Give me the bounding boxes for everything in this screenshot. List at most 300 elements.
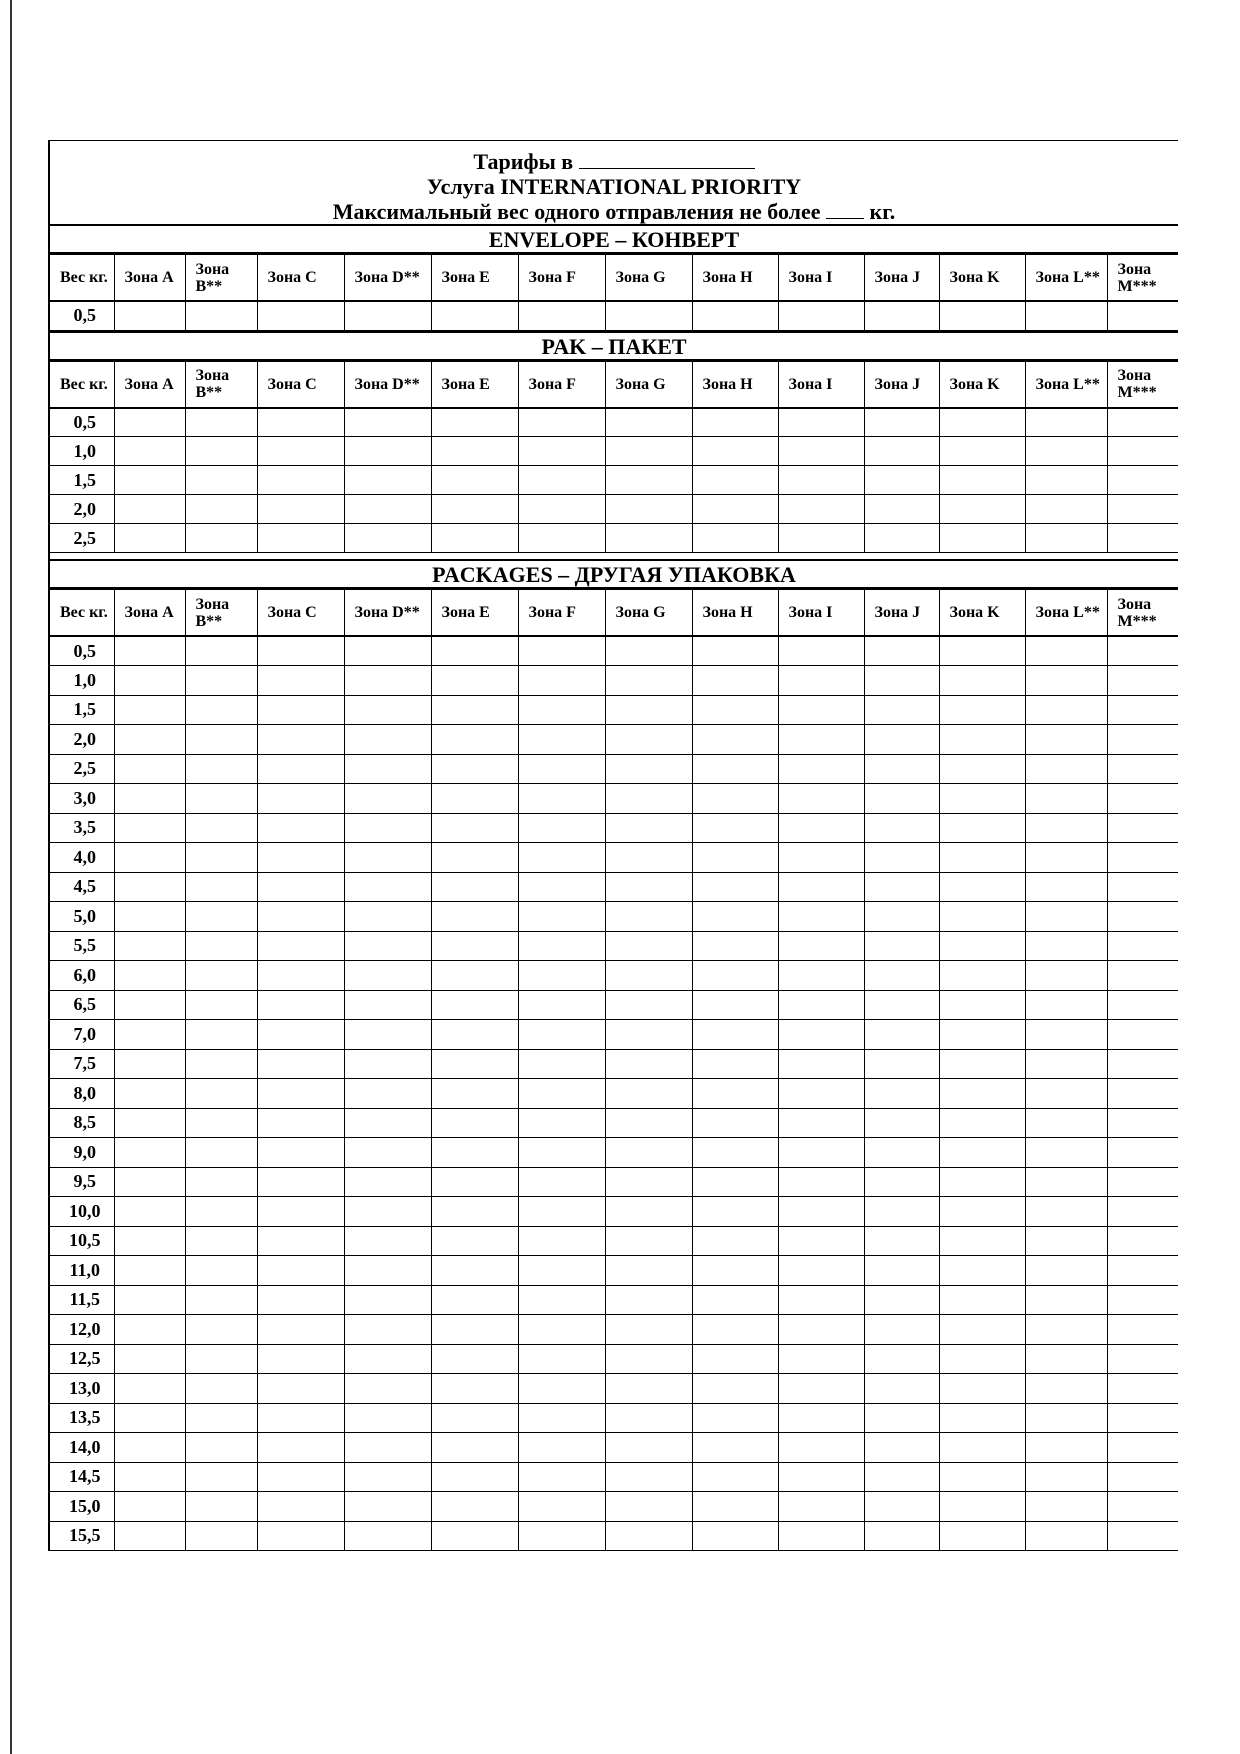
- rate-cell[interactable]: [692, 466, 778, 495]
- rate-cell[interactable]: [431, 1197, 518, 1227]
- rate-cell[interactable]: [939, 1433, 1025, 1463]
- rate-cell[interactable]: [257, 1285, 344, 1315]
- rate-cell[interactable]: [1107, 813, 1178, 843]
- rate-cell[interactable]: [114, 902, 185, 932]
- rate-cell[interactable]: [185, 1521, 257, 1551]
- rate-cell[interactable]: [778, 1492, 864, 1522]
- rate-cell[interactable]: [344, 1374, 431, 1404]
- rate-cell[interactable]: [864, 725, 939, 755]
- rate-cell[interactable]: [518, 437, 605, 466]
- rate-cell[interactable]: [939, 1315, 1025, 1345]
- rate-cell[interactable]: [778, 1344, 864, 1374]
- rate-cell[interactable]: [1025, 1315, 1107, 1345]
- rate-cell[interactable]: [185, 725, 257, 755]
- rate-cell[interactable]: [605, 1138, 692, 1168]
- rate-cell[interactable]: [778, 495, 864, 524]
- rate-cell[interactable]: [114, 1433, 185, 1463]
- rate-cell[interactable]: [114, 990, 185, 1020]
- rate-cell[interactable]: [344, 1403, 431, 1433]
- rate-cell[interactable]: [431, 1285, 518, 1315]
- rate-cell[interactable]: [1025, 437, 1107, 466]
- rate-cell[interactable]: [257, 695, 344, 725]
- rate-cell[interactable]: [257, 725, 344, 755]
- rate-cell[interactable]: [778, 695, 864, 725]
- rate-cell[interactable]: [1107, 843, 1178, 873]
- rate-cell[interactable]: [864, 1492, 939, 1522]
- rate-cell[interactable]: [185, 961, 257, 991]
- rate-cell[interactable]: [431, 1521, 518, 1551]
- rate-cell[interactable]: [518, 754, 605, 784]
- rate-cell[interactable]: [518, 466, 605, 495]
- rate-cell[interactable]: [431, 1433, 518, 1463]
- rate-cell[interactable]: [344, 495, 431, 524]
- rate-cell[interactable]: [605, 1374, 692, 1404]
- rate-cell[interactable]: [939, 872, 1025, 902]
- rate-cell[interactable]: [778, 1226, 864, 1256]
- rate-cell[interactable]: [518, 1462, 605, 1492]
- rate-cell[interactable]: [1107, 1108, 1178, 1138]
- rate-cell[interactable]: [605, 784, 692, 814]
- rate-cell[interactable]: [778, 1285, 864, 1315]
- rate-cell[interactable]: [114, 813, 185, 843]
- rate-cell[interactable]: [518, 1403, 605, 1433]
- rate-cell[interactable]: [185, 872, 257, 902]
- rate-cell[interactable]: [431, 1374, 518, 1404]
- rate-cell[interactable]: [114, 843, 185, 873]
- rate-cell[interactable]: [939, 813, 1025, 843]
- rate-cell[interactable]: [344, 1344, 431, 1374]
- rate-cell[interactable]: [257, 990, 344, 1020]
- rate-cell[interactable]: [257, 813, 344, 843]
- rate-cell[interactable]: [1025, 301, 1107, 330]
- rate-cell[interactable]: [257, 1256, 344, 1286]
- rate-cell[interactable]: [864, 990, 939, 1020]
- rate-cell[interactable]: [257, 1108, 344, 1138]
- rate-cell[interactable]: [518, 1138, 605, 1168]
- rate-cell[interactable]: [605, 1492, 692, 1522]
- rate-cell[interactable]: [778, 1020, 864, 1050]
- rate-cell[interactable]: [1107, 1138, 1178, 1168]
- rate-cell[interactable]: [518, 636, 605, 666]
- rate-cell[interactable]: [692, 524, 778, 553]
- rate-cell[interactable]: [257, 1374, 344, 1404]
- rate-cell[interactable]: [692, 1020, 778, 1050]
- rate-cell[interactable]: [864, 408, 939, 437]
- rate-cell[interactable]: [1025, 725, 1107, 755]
- rate-cell[interactable]: [114, 466, 185, 495]
- rate-cell[interactable]: [605, 1020, 692, 1050]
- rate-cell[interactable]: [518, 666, 605, 696]
- rate-cell[interactable]: [185, 1315, 257, 1345]
- rate-cell[interactable]: [185, 1462, 257, 1492]
- rate-cell[interactable]: [431, 1167, 518, 1197]
- rate-cell[interactable]: [185, 495, 257, 524]
- rate-cell[interactable]: [864, 1521, 939, 1551]
- rate-cell[interactable]: [518, 1226, 605, 1256]
- rate-cell[interactable]: [185, 1344, 257, 1374]
- rate-cell[interactable]: [344, 725, 431, 755]
- rate-cell[interactable]: [605, 1403, 692, 1433]
- rate-cell[interactable]: [778, 1197, 864, 1227]
- rate-cell[interactable]: [864, 872, 939, 902]
- rate-cell[interactable]: [605, 1079, 692, 1109]
- rate-cell[interactable]: [864, 1197, 939, 1227]
- rate-cell[interactable]: [431, 754, 518, 784]
- rate-cell[interactable]: [864, 437, 939, 466]
- rate-cell[interactable]: [185, 843, 257, 873]
- rate-cell[interactable]: [518, 1167, 605, 1197]
- rate-cell[interactable]: [1025, 872, 1107, 902]
- rate-cell[interactable]: [939, 1020, 1025, 1050]
- rate-cell[interactable]: [778, 437, 864, 466]
- rate-cell[interactable]: [1107, 1285, 1178, 1315]
- rate-cell[interactable]: [1025, 754, 1107, 784]
- rate-cell[interactable]: [431, 813, 518, 843]
- rate-cell[interactable]: [1107, 1521, 1178, 1551]
- rate-cell[interactable]: [344, 1521, 431, 1551]
- rate-cell[interactable]: [114, 1167, 185, 1197]
- rate-cell[interactable]: [431, 437, 518, 466]
- rate-cell[interactable]: [431, 1226, 518, 1256]
- rate-cell[interactable]: [518, 1374, 605, 1404]
- rate-cell[interactable]: [778, 931, 864, 961]
- rate-cell[interactable]: [939, 1197, 1025, 1227]
- rate-cell[interactable]: [431, 695, 518, 725]
- rate-cell[interactable]: [257, 666, 344, 696]
- rate-cell[interactable]: [518, 1049, 605, 1079]
- rate-cell[interactable]: [692, 902, 778, 932]
- rate-cell[interactable]: [1107, 666, 1178, 696]
- rate-cell[interactable]: [1107, 437, 1178, 466]
- rate-cell[interactable]: [344, 466, 431, 495]
- rate-cell[interactable]: [114, 1256, 185, 1286]
- rate-cell[interactable]: [939, 1138, 1025, 1168]
- rate-cell[interactable]: [939, 495, 1025, 524]
- rate-cell[interactable]: [605, 1285, 692, 1315]
- rate-cell[interactable]: [185, 666, 257, 696]
- rate-cell[interactable]: [344, 990, 431, 1020]
- rate-cell[interactable]: [344, 301, 431, 330]
- rate-cell[interactable]: [518, 1256, 605, 1286]
- rate-cell[interactable]: [939, 902, 1025, 932]
- rate-cell[interactable]: [692, 931, 778, 961]
- rate-cell[interactable]: [864, 1049, 939, 1079]
- rate-cell[interactable]: [1107, 1079, 1178, 1109]
- rate-cell[interactable]: [939, 1492, 1025, 1522]
- rate-cell[interactable]: [939, 695, 1025, 725]
- rate-cell[interactable]: [518, 961, 605, 991]
- rate-cell[interactable]: [1025, 1079, 1107, 1109]
- rate-cell[interactable]: [864, 961, 939, 991]
- rate-cell[interactable]: [605, 495, 692, 524]
- rate-cell[interactable]: [257, 754, 344, 784]
- rate-cell[interactable]: [1025, 1403, 1107, 1433]
- rate-cell[interactable]: [344, 1079, 431, 1109]
- rate-cell[interactable]: [1107, 902, 1178, 932]
- rate-cell[interactable]: [185, 1079, 257, 1109]
- rate-cell[interactable]: [344, 1020, 431, 1050]
- rate-cell[interactable]: [864, 1433, 939, 1463]
- rate-cell[interactable]: [605, 1226, 692, 1256]
- rate-cell[interactable]: [257, 524, 344, 553]
- rate-cell[interactable]: [257, 1197, 344, 1227]
- rate-cell[interactable]: [518, 1020, 605, 1050]
- rate-cell[interactable]: [257, 902, 344, 932]
- rate-cell[interactable]: [1025, 666, 1107, 696]
- rate-cell[interactable]: [605, 872, 692, 902]
- rate-cell[interactable]: [344, 437, 431, 466]
- rate-cell[interactable]: [778, 301, 864, 330]
- rate-cell[interactable]: [939, 1462, 1025, 1492]
- rate-cell[interactable]: [939, 990, 1025, 1020]
- rate-cell[interactable]: [114, 1374, 185, 1404]
- rate-cell[interactable]: [518, 495, 605, 524]
- rate-cell[interactable]: [778, 1403, 864, 1433]
- rate-cell[interactable]: [518, 1492, 605, 1522]
- rate-cell[interactable]: [185, 784, 257, 814]
- rate-cell[interactable]: [692, 813, 778, 843]
- rate-cell[interactable]: [257, 1462, 344, 1492]
- rate-cell[interactable]: [518, 931, 605, 961]
- rate-cell[interactable]: [114, 666, 185, 696]
- rate-cell[interactable]: [939, 754, 1025, 784]
- rate-cell[interactable]: [1025, 1344, 1107, 1374]
- rate-cell[interactable]: [864, 1403, 939, 1433]
- rate-cell[interactable]: [518, 301, 605, 330]
- rate-cell[interactable]: [1025, 1462, 1107, 1492]
- rate-cell[interactable]: [257, 301, 344, 330]
- rate-cell[interactable]: [864, 636, 939, 666]
- rate-cell[interactable]: [692, 1492, 778, 1522]
- rate-cell[interactable]: [778, 1433, 864, 1463]
- rate-cell[interactable]: [1025, 784, 1107, 814]
- rate-cell[interactable]: [939, 1403, 1025, 1433]
- rate-cell[interactable]: [114, 495, 185, 524]
- rate-cell[interactable]: [344, 1285, 431, 1315]
- rate-cell[interactable]: [114, 1197, 185, 1227]
- rate-cell[interactable]: [114, 1521, 185, 1551]
- rate-cell[interactable]: [692, 1049, 778, 1079]
- rate-cell[interactable]: [605, 902, 692, 932]
- rate-cell[interactable]: [344, 1197, 431, 1227]
- rate-cell[interactable]: [692, 695, 778, 725]
- rate-cell[interactable]: [778, 666, 864, 696]
- rate-cell[interactable]: [431, 524, 518, 553]
- rate-cell[interactable]: [692, 495, 778, 524]
- rate-cell[interactable]: [518, 1079, 605, 1109]
- rate-cell[interactable]: [605, 695, 692, 725]
- rate-cell[interactable]: [692, 1462, 778, 1492]
- rate-cell[interactable]: [939, 1167, 1025, 1197]
- rate-cell[interactable]: [1025, 1020, 1107, 1050]
- rate-cell[interactable]: [185, 408, 257, 437]
- rate-cell[interactable]: [431, 1492, 518, 1522]
- rate-cell[interactable]: [431, 1403, 518, 1433]
- rate-cell[interactable]: [114, 1226, 185, 1256]
- rate-cell[interactable]: [1107, 1433, 1178, 1463]
- rate-cell[interactable]: [1025, 466, 1107, 495]
- rate-cell[interactable]: [431, 1020, 518, 1050]
- rate-cell[interactable]: [864, 1285, 939, 1315]
- rate-cell[interactable]: [344, 636, 431, 666]
- rate-cell[interactable]: [864, 1374, 939, 1404]
- rate-cell[interactable]: [1107, 990, 1178, 1020]
- rate-cell[interactable]: [431, 1462, 518, 1492]
- rate-cell[interactable]: [1107, 754, 1178, 784]
- rate-cell[interactable]: [1025, 1256, 1107, 1286]
- rate-cell[interactable]: [114, 872, 185, 902]
- rate-cell[interactable]: [1107, 695, 1178, 725]
- rate-cell[interactable]: [692, 1344, 778, 1374]
- rate-cell[interactable]: [605, 725, 692, 755]
- rate-cell[interactable]: [185, 695, 257, 725]
- rate-cell[interactable]: [257, 1079, 344, 1109]
- rate-cell[interactable]: [692, 301, 778, 330]
- rate-cell[interactable]: [185, 466, 257, 495]
- rate-cell[interactable]: [431, 784, 518, 814]
- rate-cell[interactable]: [344, 872, 431, 902]
- rate-cell[interactable]: [257, 872, 344, 902]
- rate-cell[interactable]: [344, 961, 431, 991]
- rate-cell[interactable]: [257, 495, 344, 524]
- rate-cell[interactable]: [778, 1108, 864, 1138]
- rate-cell[interactable]: [605, 1433, 692, 1463]
- rate-cell[interactable]: [431, 1315, 518, 1345]
- rate-cell[interactable]: [1107, 1226, 1178, 1256]
- rate-cell[interactable]: [344, 843, 431, 873]
- rate-cell[interactable]: [605, 408, 692, 437]
- rate-cell[interactable]: [185, 1403, 257, 1433]
- rate-cell[interactable]: [1107, 1256, 1178, 1286]
- rate-cell[interactable]: [114, 931, 185, 961]
- rate-cell[interactable]: [939, 408, 1025, 437]
- rate-cell[interactable]: [518, 408, 605, 437]
- rate-cell[interactable]: [864, 1462, 939, 1492]
- rate-cell[interactable]: [185, 1020, 257, 1050]
- rate-cell[interactable]: [864, 1315, 939, 1345]
- rate-cell[interactable]: [939, 961, 1025, 991]
- rate-cell[interactable]: [344, 902, 431, 932]
- rate-cell[interactable]: [692, 1197, 778, 1227]
- rate-cell[interactable]: [518, 1521, 605, 1551]
- rate-cell[interactable]: [431, 990, 518, 1020]
- rate-cell[interactable]: [692, 1285, 778, 1315]
- rate-cell[interactable]: [114, 1079, 185, 1109]
- rate-cell[interactable]: [778, 725, 864, 755]
- rate-cell[interactable]: [1107, 784, 1178, 814]
- rate-cell[interactable]: [605, 1256, 692, 1286]
- rate-cell[interactable]: [864, 695, 939, 725]
- rate-cell[interactable]: [939, 725, 1025, 755]
- rate-cell[interactable]: [864, 1108, 939, 1138]
- rate-cell[interactable]: [257, 1020, 344, 1050]
- rate-cell[interactable]: [1107, 1049, 1178, 1079]
- rate-cell[interactable]: [692, 872, 778, 902]
- rate-cell[interactable]: [605, 1315, 692, 1345]
- rate-cell[interactable]: [778, 1138, 864, 1168]
- rate-cell[interactable]: [1025, 695, 1107, 725]
- rate-cell[interactable]: [1025, 495, 1107, 524]
- rate-cell[interactable]: [114, 1315, 185, 1345]
- rate-cell[interactable]: [939, 1256, 1025, 1286]
- rate-cell[interactable]: [1107, 1374, 1178, 1404]
- rate-cell[interactable]: [939, 1374, 1025, 1404]
- rate-cell[interactable]: [939, 931, 1025, 961]
- rate-cell[interactable]: [778, 902, 864, 932]
- rate-cell[interactable]: [257, 843, 344, 873]
- rate-cell[interactable]: [864, 524, 939, 553]
- rate-cell[interactable]: [185, 1167, 257, 1197]
- rate-cell[interactable]: [778, 1521, 864, 1551]
- rate-cell[interactable]: [864, 466, 939, 495]
- rate-cell[interactable]: [431, 1079, 518, 1109]
- rate-cell[interactable]: [605, 754, 692, 784]
- rate-cell[interactable]: [344, 524, 431, 553]
- rate-cell[interactable]: [605, 990, 692, 1020]
- rate-cell[interactable]: [344, 666, 431, 696]
- rate-cell[interactable]: [518, 695, 605, 725]
- rate-cell[interactable]: [114, 301, 185, 330]
- rate-cell[interactable]: [605, 813, 692, 843]
- rate-cell[interactable]: [185, 931, 257, 961]
- rate-cell[interactable]: [692, 961, 778, 991]
- rate-cell[interactable]: [778, 1167, 864, 1197]
- rate-cell[interactable]: [1107, 1492, 1178, 1522]
- rate-cell[interactable]: [518, 1433, 605, 1463]
- rate-cell[interactable]: [692, 636, 778, 666]
- rate-cell[interactable]: [1107, 1403, 1178, 1433]
- rate-cell[interactable]: [185, 1433, 257, 1463]
- rate-cell[interactable]: [605, 466, 692, 495]
- rate-cell[interactable]: [185, 990, 257, 1020]
- rate-cell[interactable]: [185, 1285, 257, 1315]
- rate-cell[interactable]: [692, 1433, 778, 1463]
- rate-cell[interactable]: [864, 1020, 939, 1050]
- rate-cell[interactable]: [431, 1344, 518, 1374]
- rate-cell[interactable]: [605, 843, 692, 873]
- rate-cell[interactable]: [431, 902, 518, 932]
- rate-cell[interactable]: [431, 931, 518, 961]
- max-weight-blank-field[interactable]: [826, 217, 864, 219]
- rate-cell[interactable]: [431, 725, 518, 755]
- rate-cell[interactable]: [344, 1138, 431, 1168]
- rate-cell[interactable]: [257, 437, 344, 466]
- rate-cell[interactable]: [864, 1138, 939, 1168]
- rate-cell[interactable]: [864, 1344, 939, 1374]
- rate-cell[interactable]: [1107, 1167, 1178, 1197]
- rate-cell[interactable]: [692, 1167, 778, 1197]
- rate-cell[interactable]: [1107, 1344, 1178, 1374]
- rate-cell[interactable]: [1025, 1167, 1107, 1197]
- rate-cell[interactable]: [431, 1049, 518, 1079]
- rate-cell[interactable]: [1025, 1108, 1107, 1138]
- rate-cell[interactable]: [518, 902, 605, 932]
- rate-cell[interactable]: [864, 784, 939, 814]
- rate-cell[interactable]: [114, 1462, 185, 1492]
- rate-cell[interactable]: [518, 813, 605, 843]
- rate-cell[interactable]: [1025, 990, 1107, 1020]
- rate-cell[interactable]: [344, 1462, 431, 1492]
- rate-cell[interactable]: [114, 754, 185, 784]
- rate-cell[interactable]: [257, 784, 344, 814]
- rate-cell[interactable]: [344, 1256, 431, 1286]
- rate-cell[interactable]: [605, 524, 692, 553]
- rate-cell[interactable]: [778, 1079, 864, 1109]
- rate-cell[interactable]: [864, 931, 939, 961]
- rate-cell[interactable]: [778, 784, 864, 814]
- rate-cell[interactable]: [344, 1167, 431, 1197]
- rate-cell[interactable]: [114, 695, 185, 725]
